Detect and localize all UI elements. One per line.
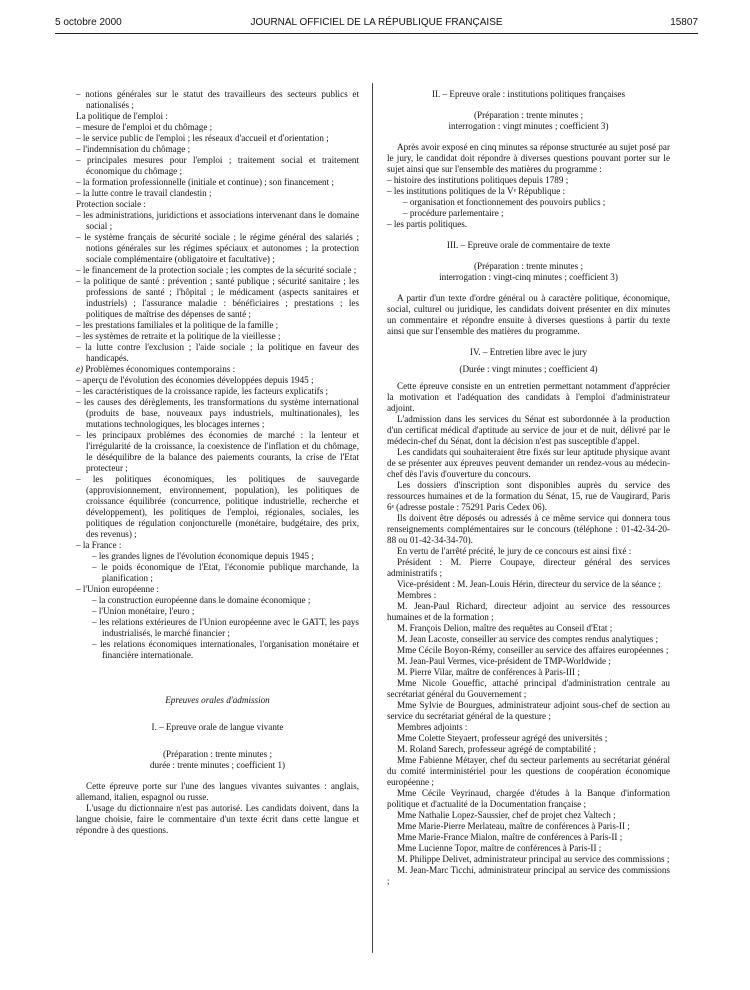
header-date: 5 octobre 2000 bbox=[55, 17, 122, 28]
list-item: – aperçu de l'évolution des économies développées depuis 1945 ; bbox=[76, 375, 314, 385]
sub-list-item: – les relations extérieures de l'Union européenne avec le GATT, les pays industrialisés, le marché financier ; bbox=[92, 617, 359, 638]
paragraph: En vertu de l'arrêté précité, le jury de ce concours est ainsi fixé : bbox=[397, 546, 632, 556]
list-item: – les partis politiques. bbox=[387, 219, 468, 229]
journal-title: JOURNAL OFFICIEL DE LA RÉPUBLIQUE FRANÇAISE bbox=[250, 17, 503, 28]
paragraph: Cette épreuve porte sur l'une des langues vivantes suivantes : anglais, allemand, italien, espagnol ou russe. bbox=[76, 781, 359, 802]
right-column bbox=[387, 89, 670, 887]
exam-title: II. – Epreuve orale : institutions politiques françaises bbox=[431, 89, 626, 99]
exam-prep: (Préparation : trente minutes ; bbox=[474, 261, 583, 271]
exam-title: III. – Epreuve orale de commentaire de texte bbox=[446, 240, 611, 250]
jury-entry: Membres : bbox=[397, 590, 437, 600]
list-item: – le système français de sécurité sociale ; le régime général des salariés ; notions générales sur les régimes spéciaux et autonomes ; la protection sociale complémentaire (obligatoire et facultative) ; bbox=[76, 232, 359, 264]
jury-entry: M. Jean Lacoste, conseiller au service des comptes rendus analytiques ; bbox=[397, 634, 658, 644]
list-item: – les causes des dérèglements, les transformations du système international (produits de base, nouveaux pays industriels, multinationales), les mutations technologiques, les blocages internes ; bbox=[76, 397, 359, 429]
jury-entry: Mme Fabienne Métayer, chef du secteur parlements au secrétariat général du comité interministériel pour les questions de coopération économique européenne ; bbox=[387, 755, 670, 787]
list-item: – la formation professionnelle (initiale et continue) ; son financement ; bbox=[76, 177, 334, 187]
list-item: – les caractéristiques de la croissance rapide, les facteurs explicatifs ; bbox=[76, 386, 329, 396]
paragraph: L'admission dans les services du Sénat est subordonnée à la production d'un certificat médical d'aptitude au service de jour et de nuit, délivré par le médecin-chef du Sénat, dont la décision n'est pas susceptible d'appel. bbox=[387, 414, 670, 446]
exam-duration: (Durée : vingt minutes ; coefficient 4) bbox=[459, 364, 598, 374]
column-divider bbox=[372, 83, 373, 953]
jury-entry: M. Jean-Marc Ticchi, administrateur principal au service des commissions ; bbox=[387, 865, 670, 886]
jury-entry: Président : M. Pierre Coupaye, directeur général des services administratifs ; bbox=[387, 557, 670, 578]
page-header bbox=[55, 17, 698, 33]
jury-entry: Mme Marie-Pierre Merlateau, maître de conférences à Paris-II ; bbox=[397, 821, 630, 831]
jury-entry: M. Roland Sarech, professeur agrégé de comptabilité ; bbox=[397, 744, 596, 754]
jury-entry: M. Pierre Vilar, maître de conférences à Paris-III ; bbox=[397, 667, 580, 677]
jury-entry: Vice-président : M. Jean-Louis Hérin, directeur du service de la séance ; bbox=[397, 579, 661, 589]
list-item: – l'Union européenne : bbox=[76, 584, 159, 594]
jury-entry: M. Jean-Paul Vermes, vice-président de TMP-Worldwide ; bbox=[397, 656, 611, 666]
list-item: – l'indemnisation du chômage ; bbox=[76, 144, 191, 154]
sub-list-item: – les relations économiques internationales, l'organisation monétaire et financière internationale. bbox=[92, 639, 359, 660]
jury-entry: M. François Delion, maître des requêtes au Conseil d'Etat ; bbox=[397, 623, 613, 633]
jury-entry: Mme Cécile Veyrinaud, chargée d'études à la Banque d'information politique et d'actualité de la Documentation française ; bbox=[387, 788, 670, 809]
exam-prep: (Préparation : trente minutes ; bbox=[474, 110, 583, 120]
list-item: – mesure de l'emploi et du chômage ; bbox=[76, 122, 213, 132]
list-item: – les administrations, juridictions et associations intervenant dans le domaine social ; bbox=[76, 210, 359, 231]
list-item: – le service public de l'emploi ; les réseaux d'accueil et d'orientation ; bbox=[76, 133, 329, 143]
jury-entry: Mme Cécile Boyon-Rémy, conseiller au service des affaires européennes ; bbox=[397, 645, 669, 655]
list-item: – les principaux problèmes des économies de marché : la lenteur et l'irrégularité de la croissance, la coexistence de l'inflation et du chômage, le déséquilibre de la balance des paiements courants, la crise de l'Etat protecteur ; bbox=[76, 430, 359, 473]
jury-entry: Mme Nicole Goueffic, attaché principal d'administration centrale au secrétariat général du Gouvernement ; bbox=[387, 678, 670, 699]
exam-duration: durée : trente minutes ; coefficient 1) bbox=[149, 760, 286, 770]
list-item: – la lutte contre le travail clandestin ; bbox=[76, 188, 212, 198]
list-item: – le financement de la protection sociale ; les comptes de la sécurité sociale ; bbox=[76, 265, 357, 275]
sub-list-item: – les grandes lignes de l'évolution économique depuis 1945 ; bbox=[92, 551, 314, 561]
left-column bbox=[76, 89, 359, 836]
sub-list-item: – organisation et fonctionnement des pouvoirs publics ; bbox=[403, 197, 606, 207]
jury-entry: Mme Colette Steyaert, professeur agrégé des universités ; bbox=[397, 733, 608, 743]
paragraph: Cette épreuve consiste en un entretien permettant notamment d'apprécier la motivation et l'adéquation des candidats à l'emploi d'administrateur adjoint. bbox=[387, 381, 670, 413]
jury-entry: Mme Marie-France Mialon, maître de conférences à Paris-II ; bbox=[397, 832, 623, 842]
list-item: – notions générales sur le statut des travailleurs des secteurs publics et nationalisés ; bbox=[76, 89, 359, 110]
section-heading: Protection sociale : bbox=[76, 199, 146, 209]
list-item: – la France : bbox=[76, 540, 122, 550]
sub-list-item: – le poids économique de l'Etat, l'économie publique marchande, la planification ; bbox=[92, 562, 359, 583]
list-item: – la politique de santé : prévention ; santé publique ; sécurité sanitaire ; les professions de santé ; l'hôpital ; le médicament (aspects sanitaires et industriels) ; l'assurance maladie : bénéficiaires ; prestations ; les politiques de maîtrise des dépenses de santé ; bbox=[76, 276, 359, 319]
jury-entry: M. Jean-Paul Richard, directeur adjoint au service des ressources humaines et de la formation ; bbox=[387, 601, 670, 622]
exam-title: IV. – Entretien libre avec le jury bbox=[469, 347, 588, 357]
section-letter: e) bbox=[76, 364, 84, 374]
paragraph: L'usage du dictionnaire n'est pas autorisé. Les candidats doivent, dans la langue choisie, faire le commentaire d'un texte écrit dans cette langue et répondre à des questions. bbox=[76, 803, 359, 835]
exam-prep: (Préparation : trente minutes ; bbox=[163, 749, 272, 759]
list-item: – les politiques économiques, les politiques de sauvegarde (approvisionnement, environnement, population), les politiques de croissance équilibrée (concurrence, politique industrielle, recherche et développement), les politiques de l'emploi, régionales, sociales, les politiques de régulation conjoncturelle (monétaire, budgétaire, des prix, des revenus) ; bbox=[76, 474, 359, 539]
header-rule bbox=[55, 33, 698, 34]
list-item: – principales mesures pour l'emploi ; traitement social et traitement économique du chômage ; bbox=[76, 155, 359, 176]
list-item: – les systèmes de retraite et la politique de la vieillesse ; bbox=[76, 331, 281, 341]
paragraph: A partir d'un texte d'ordre général ou à caractère politique, économique, social, culturel ou juridique, les candidats doivent présenter en dix minutes un commentaire et répondre ensuite à diverses questions à partir du texte ainsi que sur l'ensemble des matières du programme. bbox=[387, 293, 670, 336]
paragraph: Les dossiers d'inscription sont disponibles auprès du service des ressources humaines et de la formation du Sénat, 15, rue de Vaugirard, Paris 6ᵉ (adresse postale : 75291 Paris Cedex 06). bbox=[387, 480, 670, 512]
jury-entry: Mme Nathalie Lopez-Saussier, chef de projet chez Valtech ; bbox=[397, 810, 616, 820]
jury-entry: Mme Sylvie de Bourgues, administrateur adjoint sous-chef de section au service du secrétariat général de la questure ; bbox=[387, 700, 670, 721]
oral-exams-title: Epreuves orales d'admission bbox=[165, 695, 270, 705]
section-heading-text: Problèmes économiques contemporains : bbox=[83, 364, 236, 374]
jury-entry: Membres adjoints : bbox=[397, 722, 468, 732]
paragraph: Après avoir exposé en cinq minutes sa réponse structurée au sujet posé par le jury, le candidat doit répondre à diverses questions pouvant porter sur le sujet ainsi que sur l'ensemble des matières du programme : bbox=[387, 142, 670, 174]
sub-list-item: – l'Union monétaire, l'euro ; bbox=[92, 606, 195, 616]
list-item: – la lutte contre l'exclusion ; l'aide sociale ; la politique en faveur des handicapés. bbox=[76, 342, 359, 363]
list-item: – les prestations familiales et la politique de la famille ; bbox=[76, 320, 279, 330]
exam-duration: interrogation : vingt minutes ; coefficient 3) bbox=[448, 121, 609, 131]
section-heading bbox=[76, 364, 359, 375]
list-item: – histoire des institutions politiques depuis 1789 ; bbox=[387, 175, 569, 185]
sub-list-item: – procédure parlementaire ; bbox=[403, 208, 504, 218]
section-heading: La politique de l'emploi : bbox=[76, 111, 168, 121]
jury-entry: Mme Lucienne Topor, maître de conférences à Paris-II ; bbox=[397, 843, 602, 853]
page-number: 15807 bbox=[670, 17, 698, 28]
exam-title: I. – Epreuve orale de langue vivante bbox=[151, 722, 284, 732]
paragraph: Ils doivent être déposés ou adressés à ce même service qui donnera tous renseignements complémentaires sur le concours (téléphone : 01-42-34-20-88 ou 01-42-34-34-70). bbox=[387, 513, 670, 545]
exam-duration: interrogation : vingt-cinq minutes ; coefficient 3) bbox=[439, 272, 618, 282]
paragraph: Les candidats qui souhaiteraient être fixés sur leur aptitude physique avant de se présenter aux épreuves peuvent demander un rendez-vous au médecin-chef dès l'avis d'ouverture du concours. bbox=[387, 447, 670, 479]
sub-list-item: – la construction européenne dans le domaine économique ; bbox=[92, 595, 311, 605]
list-item: – les institutions politiques de la Vᵉ République : bbox=[387, 186, 566, 196]
jury-entry: M. Philippe Delivet, administrateur principal au service des commissions ; bbox=[397, 854, 670, 864]
